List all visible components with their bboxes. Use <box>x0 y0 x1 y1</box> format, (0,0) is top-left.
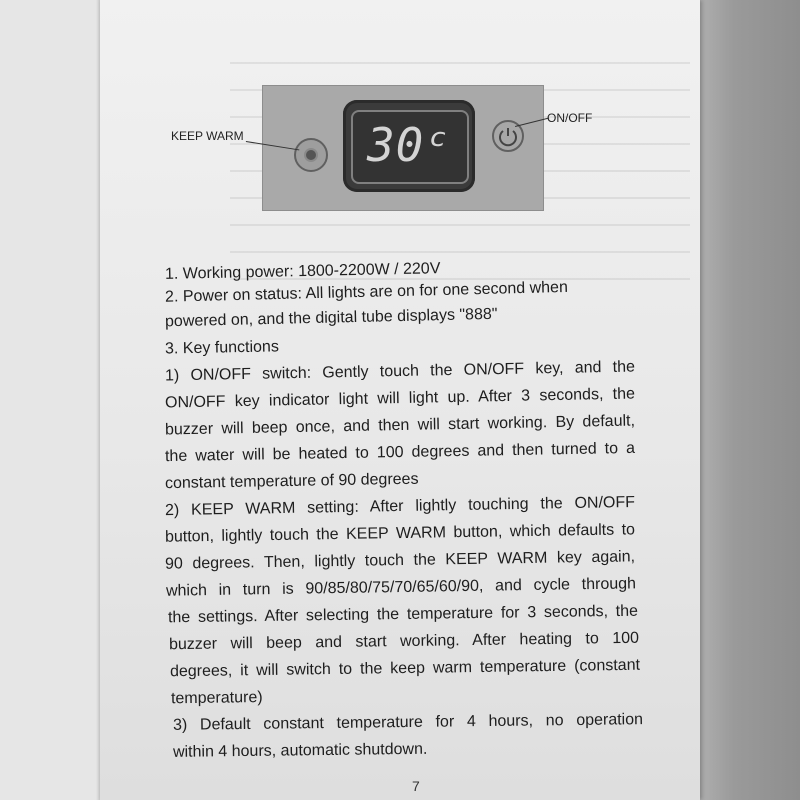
instruction-line: temperature) <box>170 689 263 708</box>
on-off-label: ON/OFF <box>547 111 593 125</box>
display-readout: 30ᶜ <box>366 118 454 172</box>
instruction-line: 1) ON/OFF switch: Gently touch the ON/OFF key, and the <box>164 358 636 385</box>
instruction-line: 3) Default constant temperature for 4 hours, no operation <box>172 711 644 734</box>
page-number: 7 <box>412 778 420 794</box>
instruction-line: which in turn is 90/85/80/75/70/65/60/90, and cycle through <box>165 575 637 600</box>
instruction-line: the settings. After selecting the temperature for 3 seconds, the <box>167 602 639 627</box>
keep-warm-label: KEEP WARM <box>171 129 244 143</box>
instruction-line: 1. Working power: 1800-2200W / 220V <box>164 260 441 283</box>
instruction-line: within 4 hours, automatic shutdown. <box>172 740 428 761</box>
instruction-line: buzzer will beep and start working. After heating to 100 <box>168 629 640 654</box>
instruction-line: powered on, and the digital tube displays "888" <box>164 305 498 331</box>
keep-warm-button-icon <box>294 138 328 172</box>
instruction-line: 3. Key functions <box>164 338 280 358</box>
display-window <box>351 110 469 184</box>
instruction-line: button, lightly touch the KEEP WARM button, which defaults to <box>164 521 636 546</box>
instruction-line: 2. Power on status: All lights are on for one second when <box>164 278 569 306</box>
digital-display <box>343 100 475 192</box>
instruction-line: 90 degrees. Then, lightly touch the KEEP WARM key again, <box>164 548 636 573</box>
instruction-line: the water will be heated to 100 degrees and then turned to a <box>164 439 636 466</box>
instruction-line: constant temperature of 90 degrees <box>164 470 419 493</box>
instruction-line: degrees, it will switch to the keep warm temperature (constant <box>169 656 641 681</box>
instruction-line: buzzer will beep once, and then will start working. By default, <box>164 412 636 439</box>
instruction-line: 2) KEEP WARM setting: After lightly touching the ON/OFF <box>164 493 636 520</box>
instruction-line: ON/OFF key indicator light will light up. After 3 seconds, the <box>164 385 636 412</box>
background-surface <box>690 0 800 800</box>
